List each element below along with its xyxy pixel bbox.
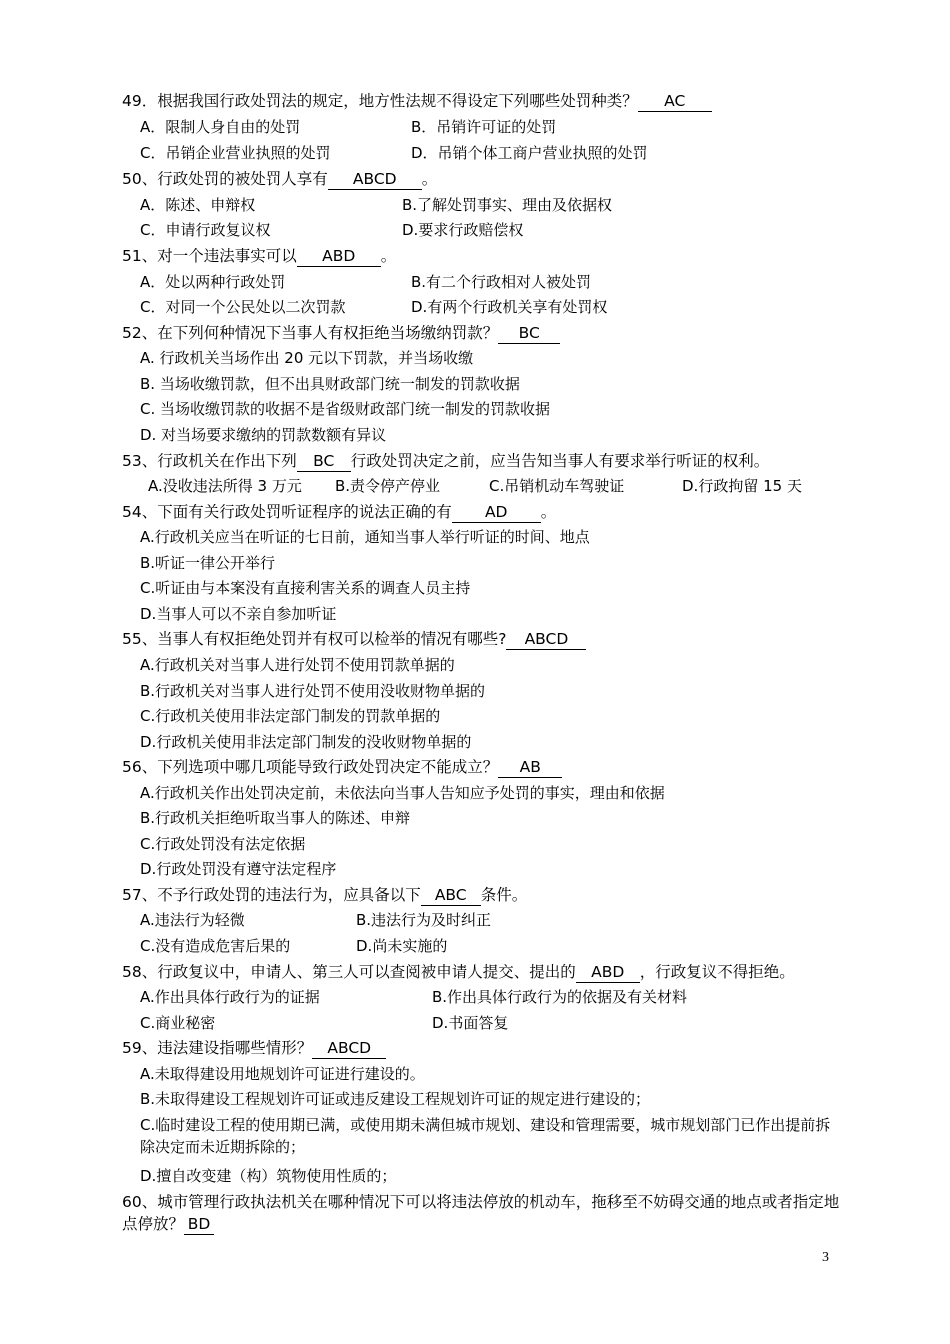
option: B.未取得建设工程规划许可证或违反建设工程规划许可证的规定进行建设的；: [140, 1090, 651, 1108]
option: D.行政处罚没有遵守法定程序: [140, 860, 337, 878]
option: A.未取得建设用地规划许可证进行建设的。: [140, 1065, 425, 1083]
answer-blank: ABD: [297, 246, 381, 267]
answer-blank: ABCD: [506, 629, 586, 650]
option: A.作出具体行政行为的证据: [140, 988, 320, 1006]
option: D.擅自改变建（构）筑物使用性质的；: [140, 1167, 397, 1185]
question-51: 51、对一个违法事实可以 ABD 。: [122, 247, 397, 265]
option: D.当事人可以不亲自参加听证: [140, 605, 337, 623]
option: B.责令停产停业: [335, 477, 441, 495]
option: C．对同一个公民处以二次罚款: [140, 298, 346, 316]
option: D．吊销个体工商户营业执照的处罚: [411, 144, 648, 162]
option: C．申请行政复议权: [140, 221, 271, 239]
option: B.作出具体行政行为的依据及有关材料: [432, 988, 688, 1006]
option: D.行政机关使用非法定部门制发的没收财物单据的: [140, 733, 472, 751]
option: B.了解处罚事实、理由及依据权: [402, 196, 613, 214]
option: A．限制人身自由的处罚: [140, 118, 301, 136]
question-52: 52、在下列何种情况下当事人有权拒绝当场缴纳罚款？ BC: [122, 322, 842, 344]
option: C.行政机关使用非法定部门制发的罚款单据的: [140, 707, 441, 725]
option: D.有两个行政机关享有处罚权: [411, 298, 608, 316]
question-54: 54、下面有关行政处罚听证程序的说法正确的有 AD 。: [122, 503, 557, 521]
option: A.没收违法所得 3 万元: [148, 477, 302, 495]
option: C.临时建设工程的使用期已满，或使用期未满但城市规划、建设和管理需要，城市规划部门已作出提前拆除决定而未近期拆除的；: [140, 1116, 831, 1156]
answer-blank: AB: [498, 757, 562, 778]
answer-blank: ABC: [421, 885, 481, 906]
option: C.行政处罚没有法定依据: [140, 835, 306, 853]
option: B．吊销许可证的处罚: [411, 118, 557, 136]
answer-blank: AC: [638, 91, 712, 112]
answer-blank: ABCD: [328, 169, 422, 190]
question-53: 53、行政机关在作出下列 BC 行政处罚决定之前，应当告知当事人有要求举行听证的权利。: [122, 452, 770, 470]
question-50: 50、行政处罚的被处罚人享有 ABCD 。: [122, 170, 438, 188]
option: A. 行政机关当场作出 20 元以下罚款，并当场收缴: [140, 349, 474, 367]
question-59: 59、违法建设指哪些情形？ ABCD: [122, 1037, 842, 1059]
answer-blank: ABD: [576, 962, 640, 983]
option: B.行政机关对当事人进行处罚不使用没收财物单据的: [140, 682, 486, 700]
answer-blank: BC: [498, 323, 560, 344]
question-55: 55、当事人有权拒绝处罚并有权可以检举的情况有哪些? ABCD: [122, 628, 842, 650]
answer-blank: BC: [297, 451, 351, 472]
option: A.违法行为轻微: [140, 911, 245, 929]
page-number: 3: [822, 1250, 829, 1265]
option: C. 当场收缴罚款的收据不是省级财政部门统一制发的罚款收据: [140, 400, 551, 418]
answer-blank: BD: [184, 1214, 214, 1235]
option: B.行政机关拒绝听取当事人的陈述、申辩: [140, 809, 411, 827]
option: C．吊销企业营业执照的处罚: [140, 144, 331, 162]
question-58: 58、行政复议中，申请人、第三人可以查阅被申请人提交、提出的 ABD ，行政复议不得拒绝。: [122, 963, 795, 981]
option: A．处以两种行政处罚: [140, 273, 286, 291]
question-49: [122, 90, 842, 112]
question-text: 49．根据我国行政处罚法的规定，地方性法规不得设定下列哪些处罚种类？: [122, 92, 638, 110]
option: D.尚未实施的: [356, 937, 448, 955]
answer-blank: ABCD: [312, 1038, 386, 1059]
option: A.行政机关对当事人进行处罚不使用罚款单据的: [140, 656, 455, 674]
option: C.没有造成危害后果的: [140, 937, 291, 955]
question-60: 60、城市管理行政执法机关在哪种情况下可以将违法停放的机动车，拖移至不妨碍交通的地点或者指定地点停放？ BD: [122, 1193, 840, 1233]
question-56: 56、下列选项中哪几项能导致行政处罚决定不能成立？ AB: [122, 756, 842, 778]
option: C.商业秘密: [140, 1014, 216, 1032]
option: D.行政拘留 15 天: [682, 477, 802, 495]
option: D.书面答复: [432, 1014, 509, 1032]
option: A．陈述、申辩权: [140, 196, 256, 214]
option: A.行政机关应当在听证的七日前，通知当事人举行听证的时间、地点: [140, 528, 590, 546]
option: B. 当场收缴罚款，但不出具财政部门统一制发的罚款收据: [140, 375, 520, 393]
option: D.要求行政赔偿权: [402, 221, 524, 239]
option: B.有二个行政相对人被处罚: [411, 273, 592, 291]
option: D. 对当场要求缴纳的罚款数额有异议: [140, 426, 387, 444]
answer-blank: AD: [452, 502, 541, 523]
option: B.听证一律公开举行: [140, 554, 276, 572]
option: C.吊销机动车驾驶证: [489, 477, 625, 495]
option: B.违法行为及时纠正: [356, 911, 492, 929]
option: A.行政机关作出处罚决定前，未依法向当事人告知应予处罚的事实，理由和依据: [140, 784, 665, 802]
question-57: 57、不予行政处罚的违法行为，应具备以下 ABC 条件。: [122, 886, 528, 904]
option: C.听证由与本案没有直接利害关系的调查人员主持: [140, 579, 471, 597]
